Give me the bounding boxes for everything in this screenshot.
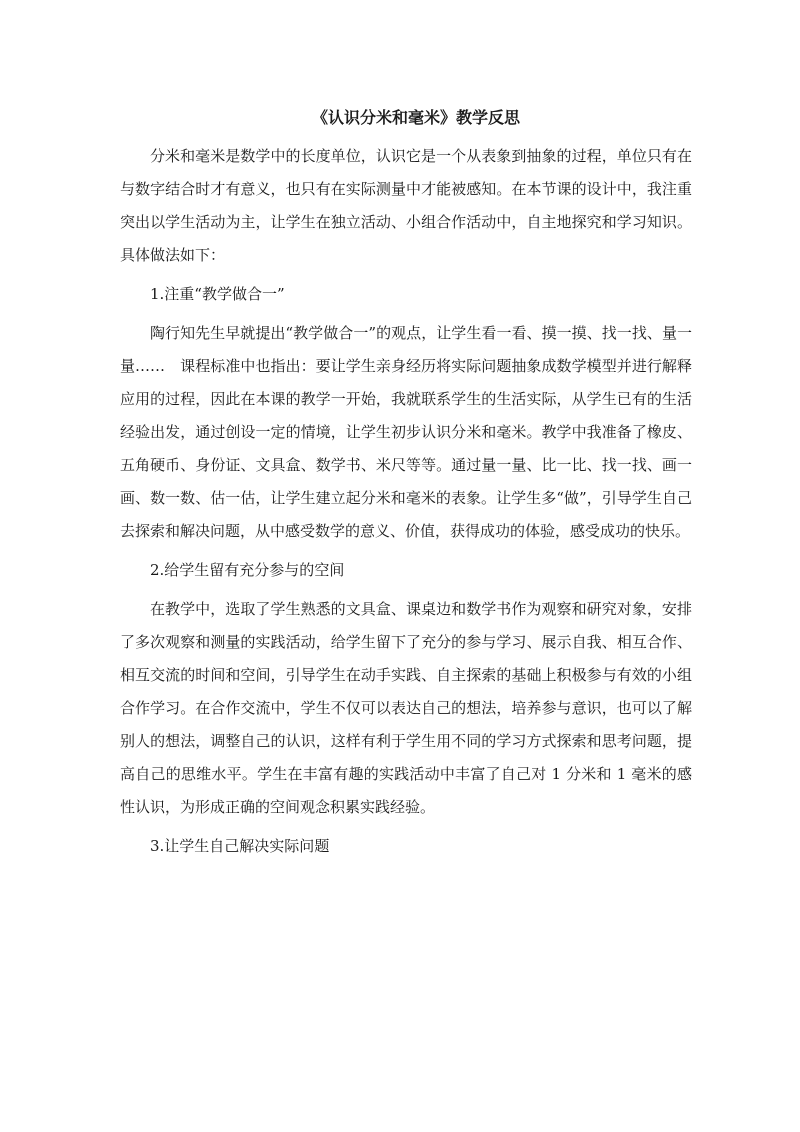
section-body-2: 在教学中，选取了学生熟悉的文具盒、课桌边和数学书作为观察和研究对象，安排了多次观察和测量的实践活动，给学生留下了充分的参与学习、展示自我、相互合作、相互交流的时间和空间，引导学生在动手实践、自主探索的基础上积极参与有效的小组合作学习。在合作交流中，学生不仅可以表达自己的想法，培养参与意识，也可以了解别人的想法，调整自己的认识，这样有利于学生用不同的学习方式探索和思考问题，提高自己的思维水平。学生在丰富有趣的实践活动中丰富了自己对 1 分米和 1 毫米的感性认识，为形成正确的空间观念积累实践经验。 xyxy=(120,600,692,816)
section-heading-2: 2.给学生留有充分参与的空间 xyxy=(150,561,345,579)
section-heading-3: 3.让学生自己解决实际问题 xyxy=(150,837,330,855)
section-heading-1: 1.注重“教学做合一” xyxy=(150,285,285,303)
section-body-1: 陶行知先生早就提出“教学做合一”的观点，让学生看一看、摸一摸、找一找、量一量…… 课程标准中也指出：要让学生亲身经历将实际问题抽象成数学模型并进行解释应用的过程，因此在本课的教学一开始，我就联系学生的生活实际，从学生已有的生活经验出发，通过创设一定的情境，让学生初步认识分米和毫米。教学中我准备了橡皮、五角硬币、身份证、文具盒、数学书、米尺等等。通过量一量、比一比、找一找、画一画、数一数、估一估，让学生建立起分米和毫米的表象。让学生多“做”，引导学生自己去探索和解决问题，从中感受数学的意义、价值，获得成功的体验，感受成功的快乐。 xyxy=(120,324,692,540)
intro-paragraph: 分米和毫米是数学中的长度单位，认识它是一个从表象到抽象的过程，单位只有在与数字结合时才有意义，也只有在实际测量中才能被感知。在本节课的设计中，我注重突出以学生活动为主，让学生在独立活动、小组合作活动中，自主地探究和学习知识。具体做法如下： xyxy=(120,147,692,264)
document-title: 《认识分米和毫米》教学反思 xyxy=(311,108,520,127)
document-page xyxy=(120,102,692,869)
